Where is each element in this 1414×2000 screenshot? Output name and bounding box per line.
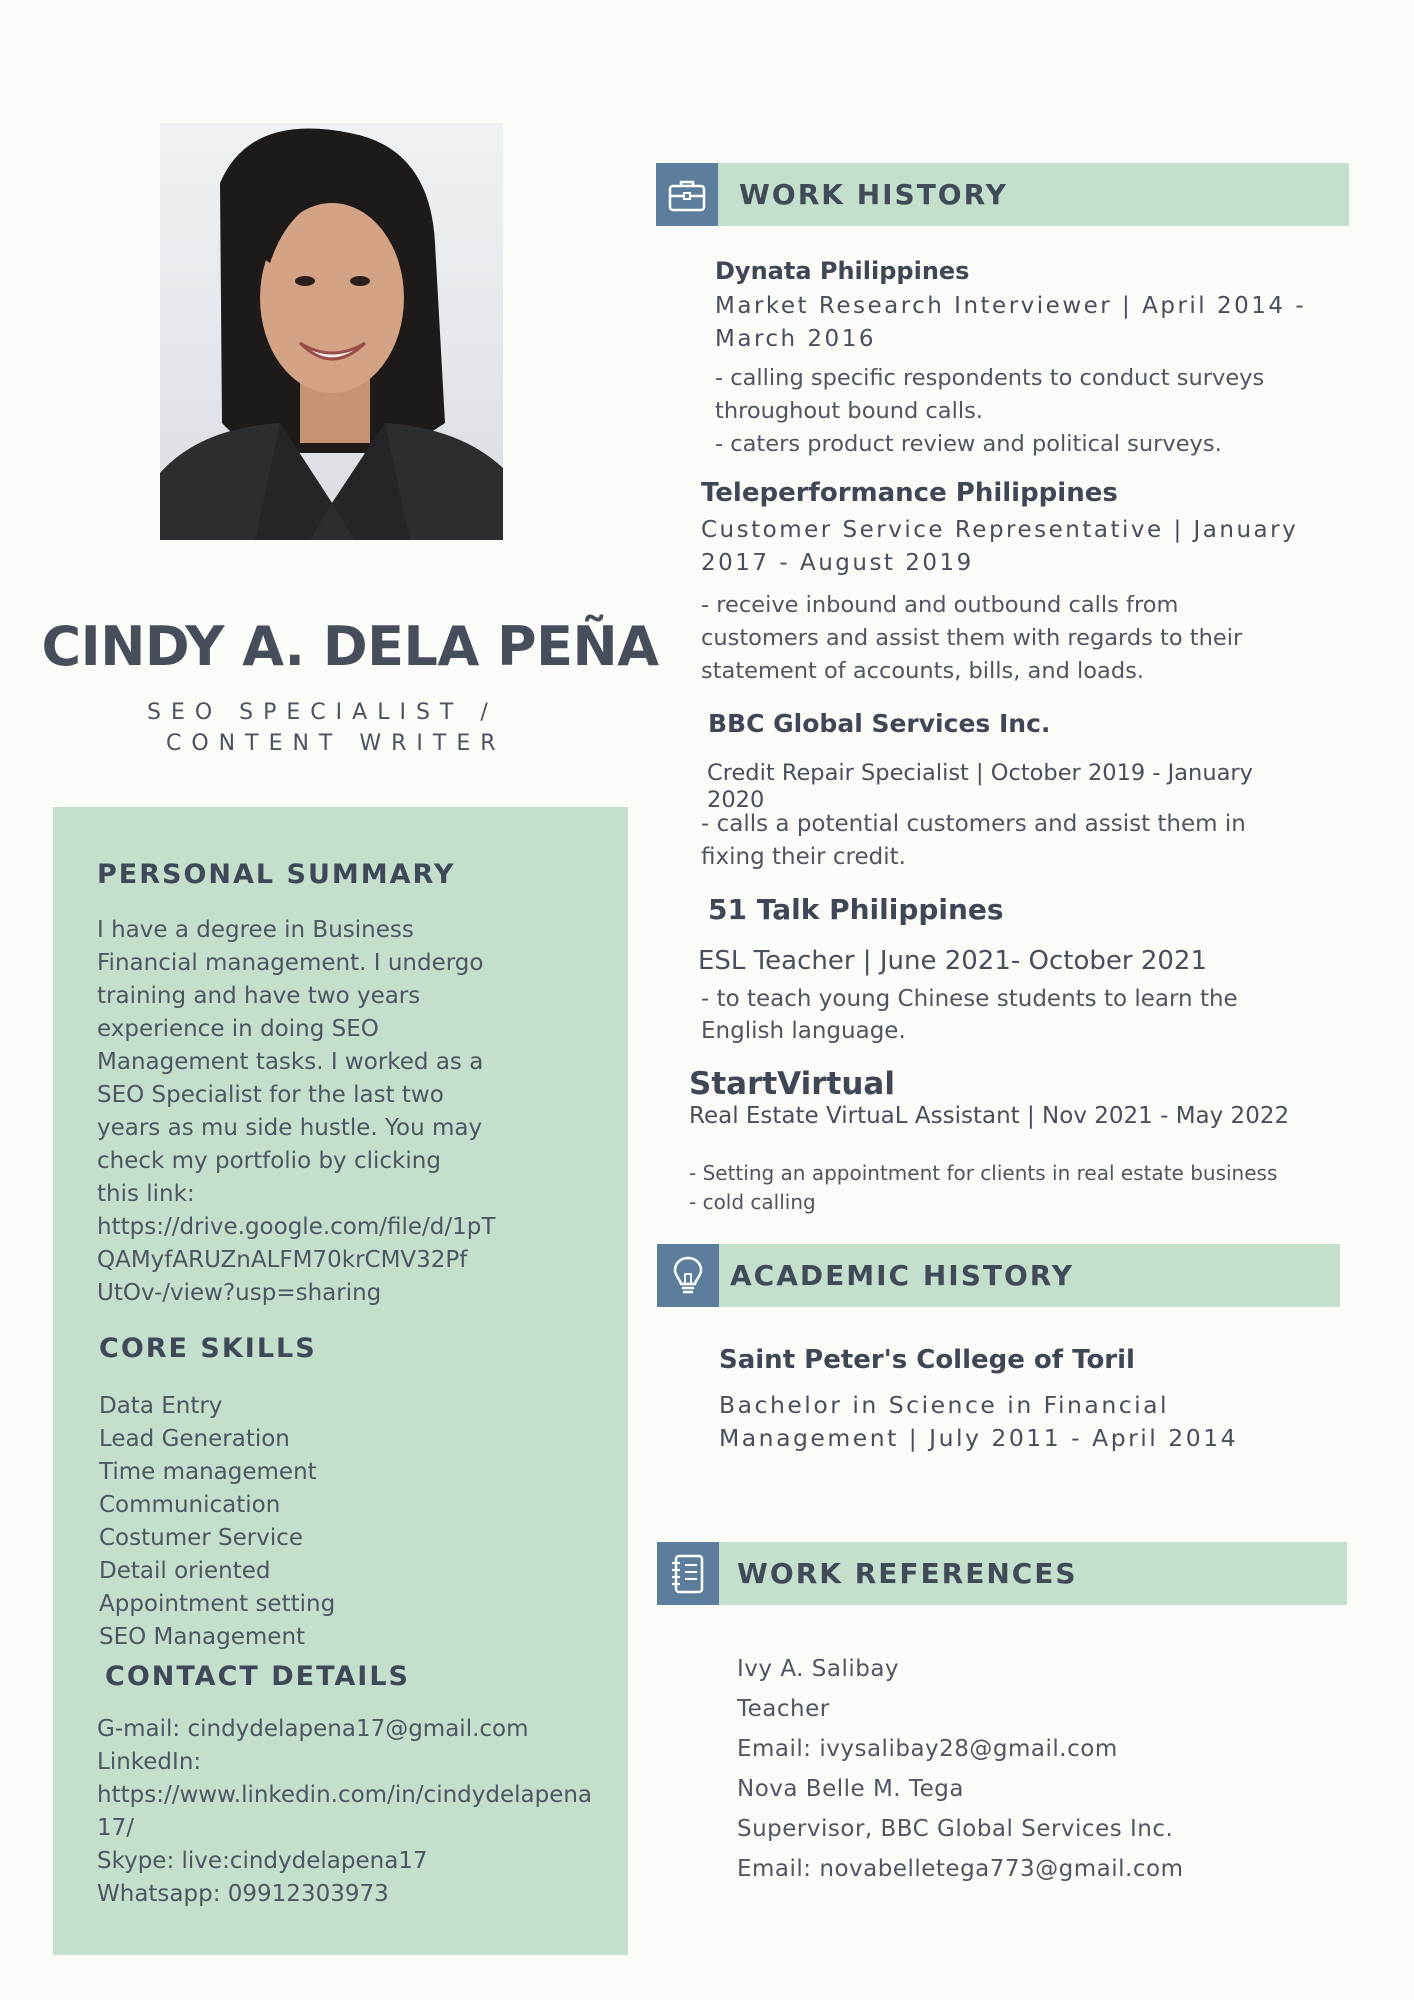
job-desc-line: - receive inbound and outbound calls from	[701, 592, 1179, 618]
work-history-title: WORK HISTORY	[739, 178, 1008, 211]
candidate-name: CINDY A. DELA PEÑA	[41, 615, 659, 678]
job-desc-line: - Setting an appointment for clients in real estate business	[689, 1161, 1278, 1185]
job-desc-line: fixing their credit.	[701, 844, 906, 870]
job-role-line: ESL Teacher | June 2021- October 2021	[698, 946, 1208, 976]
reference-email[interactable]: Email: ivysalibay28@gmail.com	[737, 1736, 1118, 1762]
portfolio-link[interactable]: QAMyfARUZnALFM70krCMV32Pf	[97, 1247, 468, 1273]
degree-line: Management | July 2011 - April 2014	[719, 1424, 1239, 1452]
job-role-line: Real Estate VirtuaL Assistant | Nov 2021 - May 2022	[689, 1103, 1290, 1129]
reference-email[interactable]: Email: novabelletega773@gmail.com	[737, 1856, 1184, 1882]
personal-summary-heading: PERSONAL SUMMARY	[97, 859, 456, 890]
summary-line: Financial management. I undergo	[97, 950, 484, 976]
reference-name: Nova Belle M. Tega	[737, 1776, 964, 1802]
summary-line: SEO Specialist for the last two	[97, 1082, 444, 1108]
contact-linkedin-link[interactable]: 17/	[97, 1815, 135, 1841]
job-role-line: 2020	[707, 787, 765, 813]
summary-line: check my portfolio by clicking	[97, 1148, 441, 1174]
job-company: StartVirtual	[689, 1066, 895, 1102]
contact-details-list	[97, 1713, 592, 1911]
core-skills-heading: CORE SKILLS	[99, 1333, 317, 1364]
skill-item: Data Entry	[99, 1393, 223, 1419]
job-desc-line: customers and assist them with regards to their	[701, 625, 1243, 651]
job-desc-line: English language.	[701, 1018, 906, 1044]
work-references-title: WORK REFERENCES	[737, 1557, 1078, 1590]
contact-details-heading: CONTACT DETAILS	[105, 1661, 410, 1692]
job-desc-line: - calling specific respondents to conduct surveys	[715, 365, 1265, 391]
reference-name: Ivy A. Salibay	[737, 1656, 900, 1682]
summary-line: Management tasks. I worked as a	[97, 1049, 484, 1075]
job-role-line: 2017 - August 2019	[701, 550, 974, 576]
degree	[719, 1389, 1238, 1455]
job-desc-line: - calls a potential customers and assist them in	[701, 811, 1246, 837]
summary-line: years as mu side hustle. You may	[97, 1115, 483, 1141]
school-name: Saint Peter's College of Toril	[719, 1345, 1135, 1375]
academic-history-header	[657, 1244, 1340, 1307]
reference-position: Supervisor, BBC Global Services Inc.	[737, 1816, 1174, 1842]
work-references-header	[657, 1542, 1347, 1605]
job-role	[701, 514, 1298, 580]
briefcase-icon	[656, 163, 718, 226]
portfolio-link[interactable]: UtOv-/view?usp=sharing	[97, 1280, 382, 1306]
summary-line: training and have two years	[97, 983, 421, 1009]
job-description	[701, 589, 1242, 688]
job-title-line-1: SEO SPECIALIST /	[147, 700, 498, 725]
reference-position: Teacher	[737, 1696, 830, 1722]
skill-item: Costumer Service	[99, 1525, 304, 1551]
academic-history-title: ACADEMIC HISTORY	[730, 1259, 1075, 1292]
job-description	[701, 808, 1246, 874]
notebook-icon	[657, 1542, 719, 1605]
job-desc-line: statement of accounts, bills, and loads.	[701, 658, 1145, 684]
summary-line: experience in doing SEO	[97, 1016, 379, 1042]
contact-linkedin-link[interactable]: https://www.linkedin.com/in/cindydelapena	[97, 1782, 593, 1808]
contact-whatsapp: Whatsapp: 09912303973	[97, 1881, 389, 1907]
skill-item: Time management	[99, 1459, 317, 1485]
job-role	[715, 290, 1306, 356]
contact-skype: Skype: live:cindydelapena17	[97, 1848, 428, 1874]
job-role-line: Market Research Interviewer | April 2014 -	[715, 293, 1307, 319]
skill-item: Communication	[99, 1492, 281, 1518]
job-company: Teleperformance Philippines	[701, 478, 1118, 508]
skill-item: Lead Generation	[99, 1426, 290, 1452]
job-role-line: Credit Repair Specialist | October 2019 - January	[707, 760, 1253, 786]
job-desc-line: - to teach young Chinese students to learn the	[701, 986, 1238, 1012]
portrait-image	[160, 123, 503, 540]
job-desc-line: throughout bound calls.	[715, 398, 983, 424]
portfolio-link[interactable]: https://drive.google.com/file/d/1pT	[97, 1214, 496, 1240]
job-description	[689, 1159, 1277, 1217]
job-title-line-2: CONTENT WRITER	[166, 731, 506, 756]
degree-line: Bachelor in Science in Financial	[719, 1391, 1170, 1419]
job-desc-line: - caters product review and political surveys.	[715, 431, 1222, 457]
job-company: 51 Talk Philippines	[708, 893, 1004, 926]
job-description	[701, 983, 1238, 1047]
core-skills-list	[99, 1390, 335, 1654]
skill-item: Detail oriented	[99, 1558, 271, 1584]
job-company: BBC Global Services Inc.	[708, 709, 1051, 738]
skill-item: Appointment setting	[99, 1591, 336, 1617]
job-role-line: Customer Service Representative | January	[701, 517, 1299, 543]
job-role-line: March 2016	[715, 326, 876, 352]
job-description	[715, 362, 1264, 461]
contact-email[interactable]: G-mail: cindydelapena17@gmail.com	[97, 1716, 529, 1742]
skill-item: SEO Management	[99, 1624, 306, 1650]
lightbulb-icon	[657, 1244, 719, 1307]
profile-photo	[160, 123, 503, 540]
summary-line: I have a degree in Business	[97, 917, 414, 943]
personal-summary-text	[97, 914, 495, 1310]
contact-linkedin-label: LinkedIn:	[97, 1749, 202, 1775]
references-list	[737, 1649, 1183, 1889]
job-desc-line: - cold calling	[689, 1190, 816, 1214]
job-role	[707, 758, 1253, 812]
summary-line: this link:	[97, 1181, 195, 1207]
job-company: Dynata Philippines	[715, 257, 970, 285]
work-history-header	[656, 163, 1349, 226]
